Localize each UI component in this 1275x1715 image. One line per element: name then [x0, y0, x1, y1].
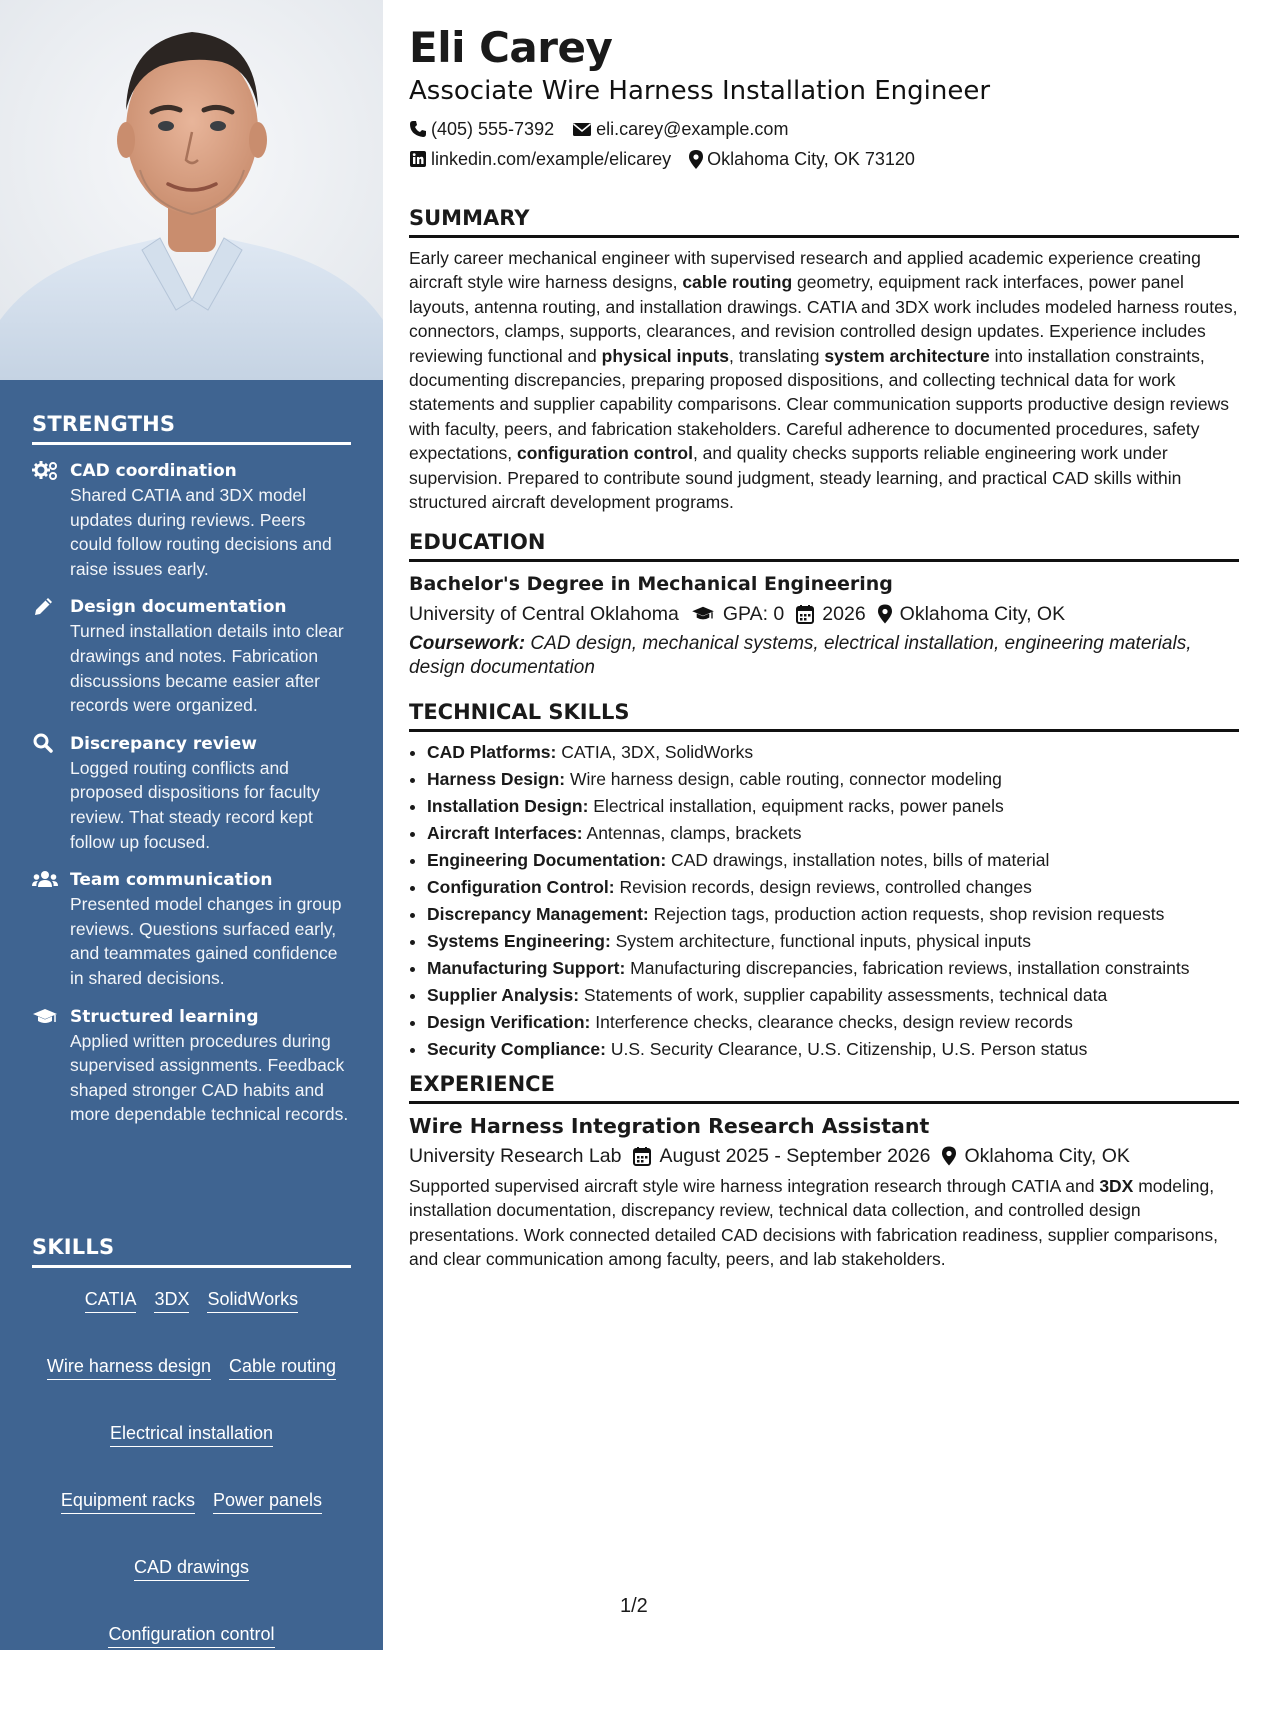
contact-row [409, 114, 1239, 144]
coursework [409, 632, 1239, 680]
school [409, 598, 679, 630]
summary-segment-bold: physical inputs [601, 345, 730, 366]
job-desc-segment-bold: 3DX [1099, 1175, 1134, 1196]
candidate-name: Eli Carey [409, 23, 613, 72]
job-dates [633, 1140, 930, 1172]
summary-segment: geometry, equipment rack interfaces, power panel layouts, antenna routing, and installation drawings. CATIA and 3DX work includes modeled harness routes, connectors, clamps, supports, clearances, and revision controlled design updates. Experience includes reviewing functional and [409, 272, 1238, 366]
technical-skill-label: Security Compliance: [427, 1039, 606, 1060]
technical-skill-value: Electrical installation, equipment racks, power panels [588, 796, 1004, 817]
strength-item [32, 459, 351, 581]
email-contact[interactable] [572, 114, 788, 144]
job-desc-segment: modeling, installation documentation, discrepancy review, technical data collection, and controlled design presentations. Work connected detailed CAD decisions with fabrication readiness, supplier comparisons, and clear communication among faculty, peers, and lab stakeholders. [409, 1175, 1218, 1270]
strength-title: CAD coordination [70, 461, 237, 481]
technical-skills-section [409, 698, 1239, 1061]
skill-tag: CAD drawings [134, 1556, 249, 1581]
summary-segment: into installation constraints, documenting discrepancies, preparing proposed dispositions, and collecting technical data for work statements and supplier capability comparisons. Clear communication supports productive design reviews with faculty, peers, and fabrication stakeholders. Careful adherence to documented procedures, safety expectations, [409, 345, 1229, 464]
strength-item [32, 1005, 351, 1127]
technical-skill-label: CAD Platforms: [427, 742, 557, 763]
search-icon [32, 733, 58, 755]
location-contact [689, 144, 915, 174]
strength-title: Team communication [70, 870, 273, 891]
map-pin-icon [689, 150, 703, 169]
technical-skill-item [427, 929, 1239, 954]
candidate-role: Associate Wire Harness Installation Engineer [409, 76, 991, 106]
technical-skill-value: System architecture, functional inputs, physical inputs [610, 931, 1032, 952]
linkedin-contact[interactable] [409, 144, 671, 174]
strength-item [32, 595, 351, 717]
technical-skill-value: Rejection tags, production action requests, shop revision requests [648, 904, 1165, 925]
job-dates-text: August 2025 - September 2026 [659, 1144, 931, 1167]
skills-section [32, 1235, 351, 1715]
skill-tag: Cable routing [229, 1355, 336, 1380]
profile-photo [0, 0, 383, 380]
phone-text: (405) 555-7392 [431, 119, 555, 139]
skill-tag: Power panels [213, 1489, 322, 1514]
strengths-heading: STRENGTHS [32, 412, 351, 445]
technical-skill-value: CATIA, 3DX, SolidWorks [556, 742, 754, 763]
pencil-icon [32, 596, 58, 618]
summary-segment-bold: cable routing [682, 272, 793, 293]
edu-location [878, 598, 1065, 630]
education-meta [409, 598, 1239, 630]
technical-skill-value: Interference checks, clearance checks, design review records [590, 1012, 1073, 1033]
summary-segment: Early career mechanical engineer with supervised research and applied academic experience creating aircraft style wire harness designs, [409, 248, 1201, 293]
technical-skill-item [427, 1010, 1239, 1035]
phone-icon [409, 120, 427, 138]
graduation-cap-icon [32, 1006, 58, 1028]
technical-skills-heading: TECHNICAL SKILLS [409, 698, 1239, 732]
strength-desc: Shared CATIA and 3DX model updates during reviews. Peers could follow routing decisions and raise issues early. [70, 485, 332, 579]
technical-skill-item [427, 821, 1239, 846]
skill-tag: SolidWorks [207, 1288, 298, 1313]
skill-tag: 3DX [154, 1288, 189, 1313]
summary-segment: , and quality checks supports reliable engineering work under supervision. Prepared to contribute sound judgment, steady learning, and practical CAD skills within structured aircraft development programs. [409, 443, 1182, 513]
strength-desc: Applied written procedures during supervised assignments. Feedback shaped stronger CAD habits and more dependable technical records. [70, 1030, 349, 1125]
summary-heading: SUMMARY [409, 204, 1239, 238]
email-text: eli.carey@example.com [596, 119, 789, 139]
strengths-section [32, 412, 351, 1141]
summary-text [409, 246, 1239, 514]
calendar-icon [633, 1146, 651, 1166]
sidebar [0, 0, 383, 1711]
gpa [691, 598, 784, 630]
contact-row-2 [409, 144, 1239, 174]
technical-skill-item [427, 848, 1239, 873]
summary-segment-bold: configuration control [516, 443, 693, 464]
technical-skill-value: Wire harness design, cable routing, connector modeling [565, 769, 1002, 790]
technical-skill-label: Configuration Control: [427, 877, 615, 898]
users-icon [32, 869, 58, 891]
skills-tag-list [32, 1282, 351, 1715]
education-section [409, 528, 1239, 680]
employer-name: University Research Lab [409, 1144, 622, 1167]
technical-skill-label: Harness Design: [427, 769, 566, 790]
strength-item [32, 732, 351, 854]
strength-desc: Turned installation details into clear drawings and notes. Fabrication discussions became easier after records were organized. [70, 621, 344, 716]
technical-skill-item [427, 740, 1239, 765]
map-pin-icon [878, 604, 892, 624]
technical-skill-label: Discrepancy Management: [427, 904, 649, 925]
job-title: Wire Harness Integration Research Assistant [409, 1113, 930, 1138]
skill-tag: CATIA [85, 1288, 137, 1313]
technical-skill-item [427, 902, 1239, 927]
technical-skill-value: Revision records, design reviews, controlled changes [614, 877, 1032, 898]
coursework-label: Coursework: [409, 633, 526, 655]
technical-skill-label: Supplier Analysis: [427, 985, 580, 1006]
technical-skill-label: Design Verification: [427, 1012, 591, 1033]
job-meta [409, 1140, 1239, 1172]
graduation-cap-icon [691, 605, 715, 623]
technical-skill-value: CAD drawings, installation notes, bills of material [666, 850, 1050, 871]
technical-skill-label: Aircraft Interfaces: [427, 823, 583, 844]
skill-tag: Electrical installation [110, 1422, 273, 1447]
summary-segment: , translating [729, 345, 825, 366]
technical-skill-item [427, 875, 1239, 900]
map-pin-icon [942, 1146, 956, 1166]
skill-tag: Discrepancy disposition [97, 1690, 286, 1715]
location-text: Oklahoma City, OK 73120 [707, 149, 915, 169]
technical-skill-item [427, 767, 1239, 792]
strength-title: Structured learning [70, 1006, 259, 1027]
technical-skill-value: Statements of work, supplier capability assessments, technical data [579, 985, 1108, 1006]
technical-skill-value: Manufacturing discrepancies, fabrication reviews, installation constraints [625, 958, 1190, 979]
phone-contact[interactable] [409, 114, 554, 144]
main-content [409, 22, 1239, 1272]
strength-desc: Logged routing conflicts and proposed dispositions for faculty review. That steady record kept follow up focused. [70, 757, 320, 852]
technical-skills-list [409, 740, 1239, 1061]
job-description [409, 1174, 1239, 1272]
technical-skill-label: Installation Design: [427, 796, 589, 817]
job-location-text: Oklahoma City, OK [964, 1144, 1130, 1167]
job-desc-segment: Supported supervised aircraft style wire harness integration research through CATIA and [409, 1175, 1100, 1196]
degree-title: Bachelor's Degree in Mechanical Engineering [409, 573, 893, 596]
gears-icon [32, 460, 58, 482]
technical-skill-item [427, 794, 1239, 819]
linkedin-text: linkedin.com/example/elicarey [431, 149, 672, 169]
coursework-text: CAD design, mechanical systems, electrical installation, engineering materials, design documentation [409, 633, 1192, 679]
employer [409, 1140, 621, 1172]
skills-heading: SKILLS [32, 1235, 351, 1268]
technical-skill-label: Systems Engineering: [427, 931, 611, 952]
job-location [942, 1140, 1129, 1172]
education-heading: EDUCATION [409, 528, 1239, 562]
envelope-icon [572, 121, 592, 137]
skill-tag: Equipment racks [61, 1489, 195, 1514]
technical-skill-item [427, 1037, 1239, 1062]
edu-location-text: Oklahoma City, OK [899, 603, 1066, 626]
year-text: 2026 [822, 603, 866, 626]
technical-skill-item [427, 983, 1239, 1008]
technical-skill-item [427, 956, 1239, 981]
strength-desc: Presented model changes in group reviews. Questions surfaced early, and teammates gained confidence in shared decisions. [70, 894, 342, 988]
summary-segment-bold: system architecture [824, 345, 990, 366]
technical-skill-value: U.S. Security Clearance, U.S. Citizenship, U.S. Person status [605, 1039, 1088, 1060]
technical-skill-value: Antennas, clamps, brackets [582, 823, 802, 844]
strength-title: Design documentation [70, 597, 287, 618]
technical-skill-label: Manufacturing Support: [427, 958, 626, 979]
skill-tag: Wire harness design [47, 1355, 211, 1380]
strength-item [32, 868, 351, 990]
school-name: University of Central Oklahoma [409, 603, 679, 626]
linkedin-icon [409, 150, 427, 168]
skill-tag: Configuration control [108, 1623, 274, 1648]
experience-heading: EXPERIENCE [409, 1070, 1239, 1104]
gpa-text: GPA: 0 [722, 603, 785, 626]
summary-section [409, 204, 1239, 514]
experience-section [409, 1070, 1239, 1272]
strength-title: Discrepancy review [70, 733, 257, 754]
grad-year [796, 598, 865, 630]
technical-skill-label: Engineering Documentation: [427, 850, 667, 871]
page-number: 1/2 [620, 1595, 648, 1617]
calendar-icon [796, 604, 814, 624]
